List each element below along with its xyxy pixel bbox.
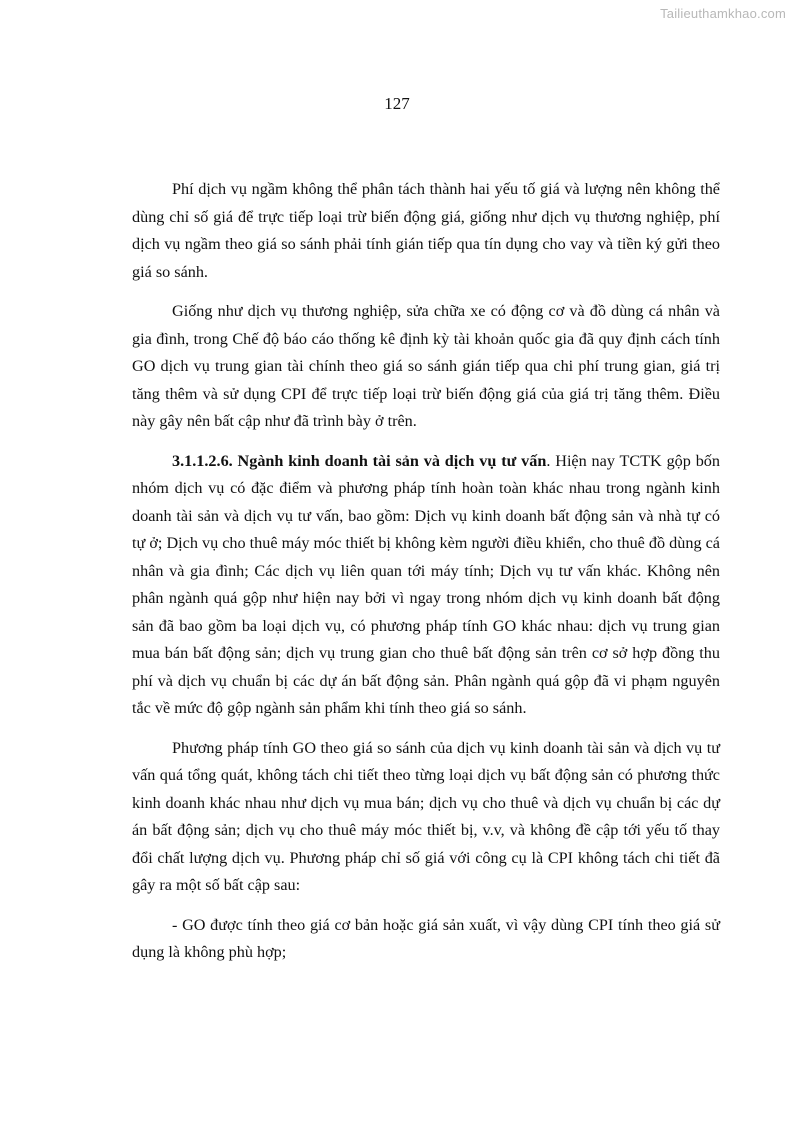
section-heading: 3.1.1.2.6. Ngành kinh doanh tài sản và dịch vụ tư vấn — [172, 451, 547, 470]
section-body: . Hiện nay TCTK gộp bốn nhóm dịch vụ có đặc điểm và phương pháp tính hoàn toàn khác nhau trong ngành kinh doanh tài sản và dịch vụ tư vấn, bao gồm: Dịch vụ kinh doanh bất động sản và nhà tự có tự ở; Dịch vụ cho thuê máy móc thiết bị không kèm người điều khiển, cho thuê đồ dùng cá nhân và gia đình; Các dịch vụ liên quan tới máy tính; Dịch vụ tư vấn khác. Không nên phân ngành quá gộp như hiện nay bởi vì ngay trong nhóm dịch vụ kinh doanh bất động sản đã bao gồm ba loại dịch vụ, có phương pháp tính GO khác nhau: dịch vụ trung gian mua bán bất động sản; dịch vụ trung gian cho thuê bất động sản trên cơ sở hợp đồng thu phí và dịch vụ chuẩn bị các dự án bất động sản. Phân ngành quá gộp đã vi phạm nguyên tắc về mức độ gộp ngành sản phẩm khi tính theo giá so sánh. — [132, 451, 720, 717]
paragraph-trade-services-comparison: Giống như dịch vụ thương nghiệp, sửa chữa xe có động cơ và đồ dùng cá nhân và gia đình, trong Chế độ báo cáo thống kê định kỳ tài khoản quốc gia đã quy định cách tính GO dịch vụ trung gian tài chính theo giá so sánh gián tiếp qua chi phí trung gian, giá trị tăng thêm và sử dụng CPI để trực tiếp loại trừ biến động giá của giá trị tăng thêm. Điều này gây nên bất cập như đã trình bày ở trên. — [132, 302, 720, 430]
page-number: 127 — [384, 94, 410, 113]
paragraph-real-estate-consulting — [132, 448, 720, 723]
paragraph-implicit-service-fee: Phí dịch vụ ngầm không thể phân tách thành hai yếu tố giá và lượng nên không thể dùng chỉ số giá để trực tiếp loại trừ biến động giá, giống như dịch vụ thương nghiệp, phí dịch vụ ngầm theo giá so sánh phải tính gián tiếp qua tín dụng cho vay và tiền ký gửi theo giá so sánh. — [132, 180, 720, 281]
document-body — [132, 176, 720, 979]
paragraph-bullet-go-price: - GO được tính theo giá cơ bản hoặc giá sản xuất, vì vậy dùng CPI tính theo giá sử dụng là không phù hợp; — [132, 915, 720, 961]
watermark: Tailieuthamkhao.com — [660, 6, 786, 21]
paragraph-go-method: Phương pháp tính GO theo giá so sánh của dịch vụ kinh doanh tài sản và dịch vụ tư vấn quá tổng quát, không tách chi tiết theo từng loại dịch vụ bất động sản có phương thức kinh doanh khác nhau như dịch vụ mua bán; dịch vụ cho thuê và dịch vụ chuẩn bị các dự án bất động sản; dịch vụ cho thuê máy móc thiết bị, v.v, và không đề cập tới yếu tố thay đổi chất lượng dịch vụ. Phương pháp chỉ số giá với công cụ là CPI không tách chi tiết đã gây ra một số bất cập sau: — [132, 738, 720, 894]
